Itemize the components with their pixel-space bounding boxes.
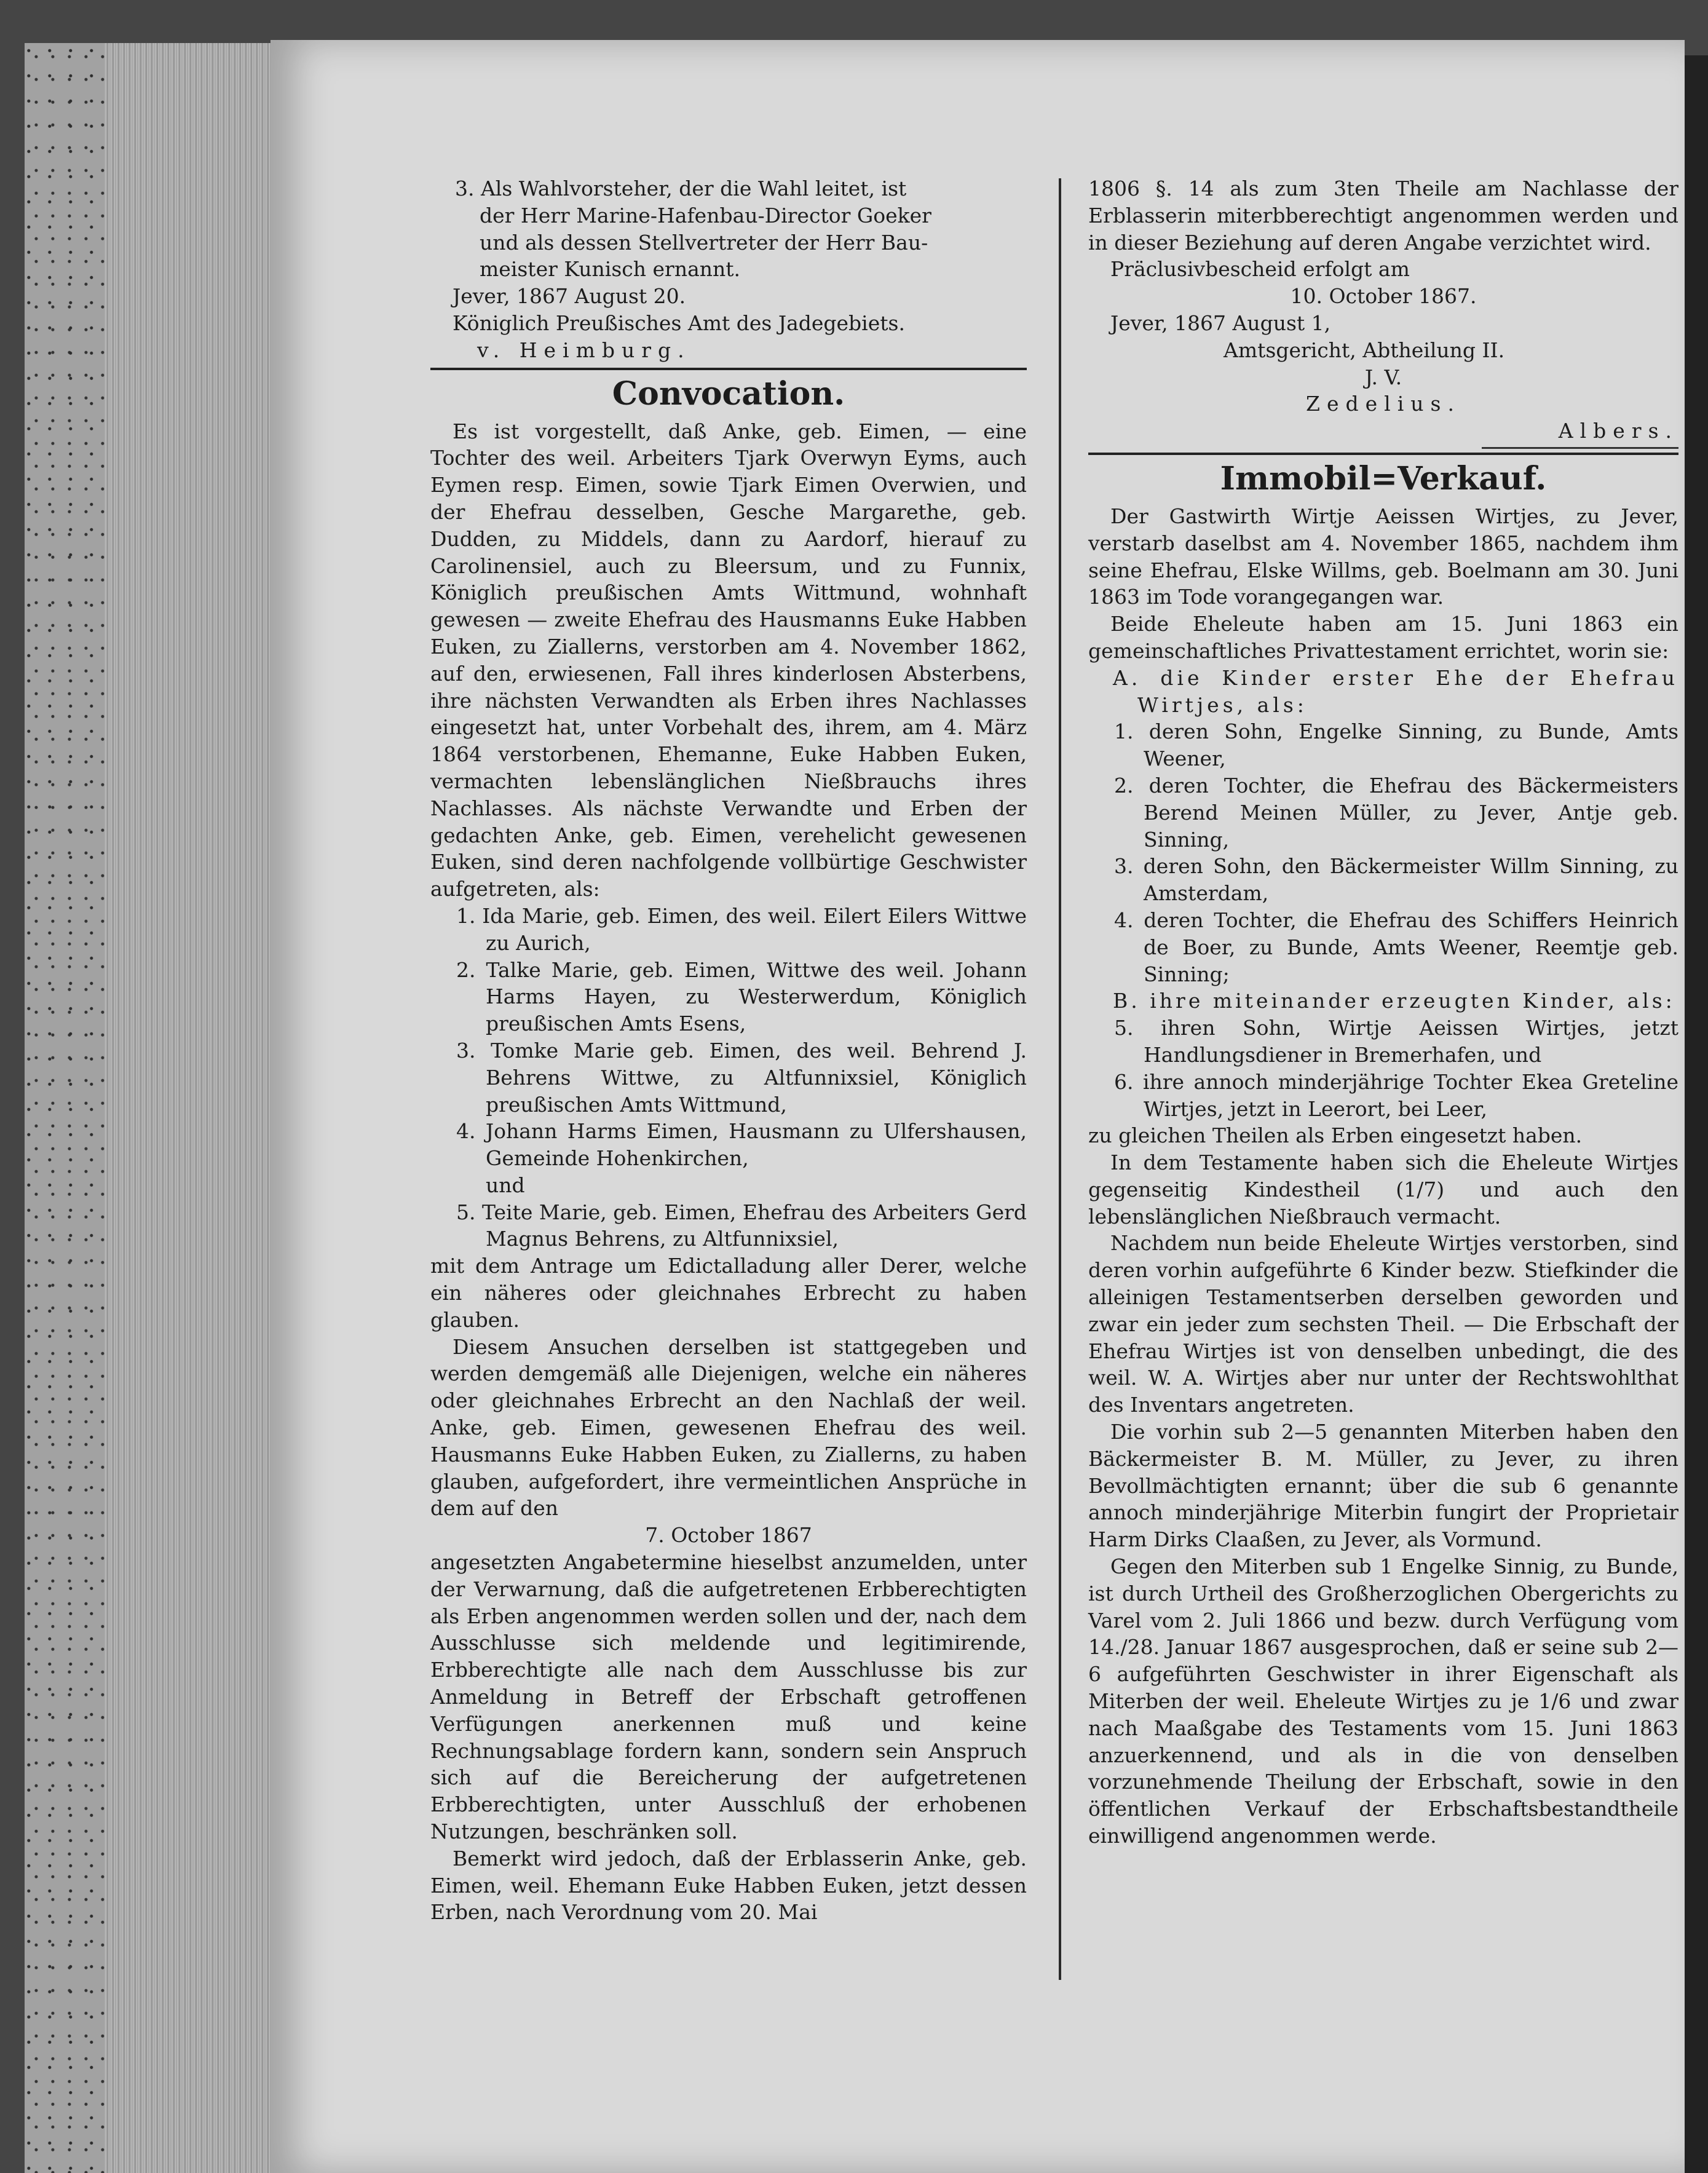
- list-item: 3. Tomke Marie geb. Eimen, des weil. Behrend J. Behrens Wittwe, zu Altfunnixsiel, Königlich preußischen Amts Wittmund,: [456, 1038, 1027, 1117]
- column-divider: [1059, 178, 1061, 1980]
- authority: Königlich Preußisches Amt des Jadegebiets.: [453, 311, 905, 335]
- intro-line: und als dessen Stellvertreter der Herr Bau-: [480, 230, 928, 255]
- signature: v. Heimburg.: [477, 338, 691, 362]
- paragraph: Es ist vorgestellt, daß Anke, geb. Eimen, — eine Tochter des weil. Arbeiters Tjark Overwyn Eyms, auch Eymen resp. Eimen, sowie Tjark Eimen Overwien, und der Ehefrau desselben, Gesche Margarethe, geb. Dudden, zu Middels, dann zu Aardorf, hierauf zu Carolinensiel, auch zu Bleersum, und zu Funnix, Königlich preußischen Amts Wittmund, wohnhaft gewesen — zweite Ehefrau des Hausmanns Euke Habben Euken, zu Ziallerns, verstorben am 4. November 1862, auf den, erwiesenen, Fall ihres kinderlosen Absterbens, ihre nächsten Verwandten als Erben ihres Nachlasses eingesetzt hat, unter Vorbehalt des, ihrem, am 4. März 1864 verstorbenen, Ehemanne, Euke Habben Euken, vermachten lebenslänglichen Nießbrauchs ihres Nachlasses. Als nächste Verwandte und Erben der gedachten Anke, geb. Eimen, verehelicht gewesenen Euken, sind deren nachfolgende vollbürtige Geschwister aufgetreten, als:: [430, 419, 1027, 901]
- court: Amtsgericht, Abtheilung II.: [1224, 338, 1505, 362]
- paragraph: angesetzten Angabetermine hieselbst anzumelden, unter der Verwarnung, daß die aufgetretenen Erbberechtigten als Erben angenommen werden sollen und der, nach dem Ausschlusse sich meldende und legitimirende, Erbberechtigte alle nach dem Ausschlusse bis zur Anmeldung in Betreff der Erbschaft getroffenen Verfügungen anerkennen muß und keine Rechnungsablage fordern kann, sondern sein Anspruch sich auf die Bereicherung der aufgetretenen Erbberechtigten, unter Ausschluß der erhobenen Nutzungen, beschränken soll.: [430, 1550, 1027, 1844]
- divider: [430, 368, 1027, 370]
- list-item: 6. ihre annoch minderjährige Tochter Ekea Greteline Wirtjes, jetzt in Leerort, bei Leer,: [1114, 1069, 1678, 1121]
- section-heading: Convocation.: [612, 374, 845, 413]
- list-item: 2. Talke Marie, geb. Eimen, Wittwe des weil. Johann Harms Hayen, zu Westerwerdum, Königlich preußischen Amts Esens,: [456, 957, 1027, 1036]
- list-item: 4. Johann Harms Eimen, Hausmann zu Ulfershausen, Gemeinde Hohenkirchen,: [456, 1119, 1027, 1171]
- intro-line: der Herr Marine-Hafenbau-Director Goeker: [480, 203, 931, 228]
- jv: J. V.: [1364, 365, 1402, 389]
- paragraph: Diesem Ansuchen derselben ist stattgegeben und werden demgemäß alle Diejenigen, welche ein näheres oder gleichnahes Erbrecht an den Nachlaß der weil. Anke, geb. Eimen, gewesenen Ehefrau des weil. Hausmanns Euke Habben Euken, zu Ziallerns, zu haben glauben, aufgefordert, ihre vermeintlichen Ansprüche in dem auf den: [430, 1334, 1027, 1521]
- right-column: [1088, 175, 1678, 1850]
- paragraph: In dem Testamente haben sich die Eheleute Wirtjes gegenseitig Kindestheil (1/7) und auch den lebenslänglichen Nießbrauch vermacht.: [1088, 1150, 1678, 1229]
- list-item: 4. deren Tochter, die Ehefrau des Schiffers Heinrich de Boer, zu Bunde, Amts Weener, Reemtje geb. Sinning;: [1114, 908, 1678, 986]
- left-column: [430, 175, 1027, 1926]
- section-heading: Immobil=Verkauf.: [1220, 459, 1547, 497]
- paragraph: Gegen den Miterben sub 1 Engelke Sinnig, zu Bunde, ist durch Urtheil des Großherzoglichen Obergerichts zu Varel vom 2. Juli 1866 und bezw. durch Verfügung vom 14./28. Januar 1867 ausgesprochen, daß er seine sub 2—6 aufgeführten Geschwister in ihrer Eigenschaft als Miterben der weil. Eheleute Wirtjes zu je 1/6 und zwar nach Maaßgabe des Testaments vom 15. Juni 1863 anzuerkennend, und als in die von denselben vorzunehmende Theilung der Erbschaft, sowie in den öffentlichen Verkauf der Erbschaftsbestandtheile einwilligend angenommen werde.: [1088, 1554, 1678, 1848]
- section-a: A. die Kinder erster Ehe der Ehefrau Wirtjes, als:: [1113, 665, 1678, 717]
- list-item: 5. Teite Marie, geb. Eimen, Ehefrau des Arbeiters Gerd Magnus Behrens, zu Altfunnixsiel,: [456, 1200, 1027, 1251]
- praeclusiv-text: Präclusivbescheid erfolgt am: [1110, 257, 1410, 282]
- paragraph: Der Gastwirth Wirtje Aeissen Wirtjes, zu Jever, verstarb daselbst am 4. November 1865, nachdem ihm seine Ehefrau, Elske Willms, geb. Boelmann am 30. Juni 1863 im Tode vorangegangen war.: [1088, 504, 1678, 609]
- praeclusiv-date: 10. October 1867.: [1290, 284, 1477, 309]
- list-item: 3. deren Sohn, den Bäckermeister Willm Sinning, zu Amsterdam,: [1114, 854, 1678, 906]
- paragraph: Beide Eheleute haben am 15. Juni 1863 ein gemeinschaftliches Privattestament errichtet, worin sie:: [1088, 612, 1678, 663]
- list-item: 2. deren Tochter, die Ehefrau des Bäckermeisters Berend Meinen Müller, zu Jever, Antje geb. Sinning,: [1114, 773, 1678, 852]
- intro-line: 3. Als Wahlvorsteher, der die Wahl leitet, ist: [455, 176, 907, 200]
- page-right-shadow: [1685, 55, 1708, 2173]
- list-item: 1. Ida Marie, geb. Eimen, des weil. Eilert Eilers Wittwe zu Aurich,: [456, 903, 1027, 955]
- list-item: 1. deren Sohn, Engelke Sinning, zu Bunde, Amts Weener,: [1114, 719, 1678, 771]
- short-divider: [1482, 447, 1678, 449]
- paragraph: mit dem Antrage um Edictalladung aller Derer, welche ein näheres oder gleichnahes Erbrecht zu haben glauben.: [430, 1254, 1027, 1332]
- paragraph: Bemerkt wird jedoch, daß der Erblasserin Anke, geb. Eimen, weil. Ehemann Euke Habben Euken, jetzt dessen Erben, nach Verordnung vom 20. Mai: [430, 1846, 1027, 1925]
- section-b: B. ihre miteinander erzeugten Kinder, als:: [1113, 989, 1675, 1013]
- place-date: Jever, 1867 August 1,: [1110, 311, 1331, 335]
- date-place: Jever, 1867 August 20.: [453, 284, 686, 309]
- signature: Albers.: [1558, 419, 1678, 443]
- paragraph: 1806 §. 14 als zum 3ten Theile am Nachlasse der Erblasserin miterbberechtigt angenommen werden und in dieser Beziehung auf deren Angabe verzichtet wird.: [1088, 176, 1678, 255]
- book-cover-edge: [25, 43, 105, 2173]
- term-date: 7. October 1867: [645, 1523, 812, 1548]
- paragraph: Nachdem nun beide Eheleute Wirtjes verstorben, sind deren vorhin aufgeführte 6 Kinder bezw. Stiefkinder die alleinigen Testamentserben derselben geworden und zwar ein jeder zum sechsten Theil. — Die Erbschaft der Ehefrau Wirtjes ist von denselben unbedingt, die des weil. W. A. Wirtjes aber nur unter der Rechtswohlthat des Inventars angetreten.: [1088, 1231, 1678, 1417]
- conjunction: und: [486, 1173, 525, 1197]
- paragraph: Die vorhin sub 2—5 genannten Miterben haben den Bäckermeister B. M. Müller, zu Jever, zu ihren Bevollmächtigten ernannt; über die sub 6 genannte annoch minderjährige Miterbin fungirt der Proprietair Harm Dirks Claaßen, zu Jever, als Vormund.: [1088, 1420, 1678, 1552]
- list-item: 5. ihren Sohn, Wirtje Aeissen Wirtjes, jetzt Handlungsdiener in Bremerhafen, und: [1114, 1016, 1678, 1067]
- divider: [1088, 453, 1678, 455]
- paragraph: zu gleichen Theilen als Erben eingesetzt haben.: [1088, 1123, 1583, 1148]
- signature: Zedelius.: [1306, 392, 1461, 416]
- intro-line: meister Kunisch ernannt.: [480, 257, 741, 282]
